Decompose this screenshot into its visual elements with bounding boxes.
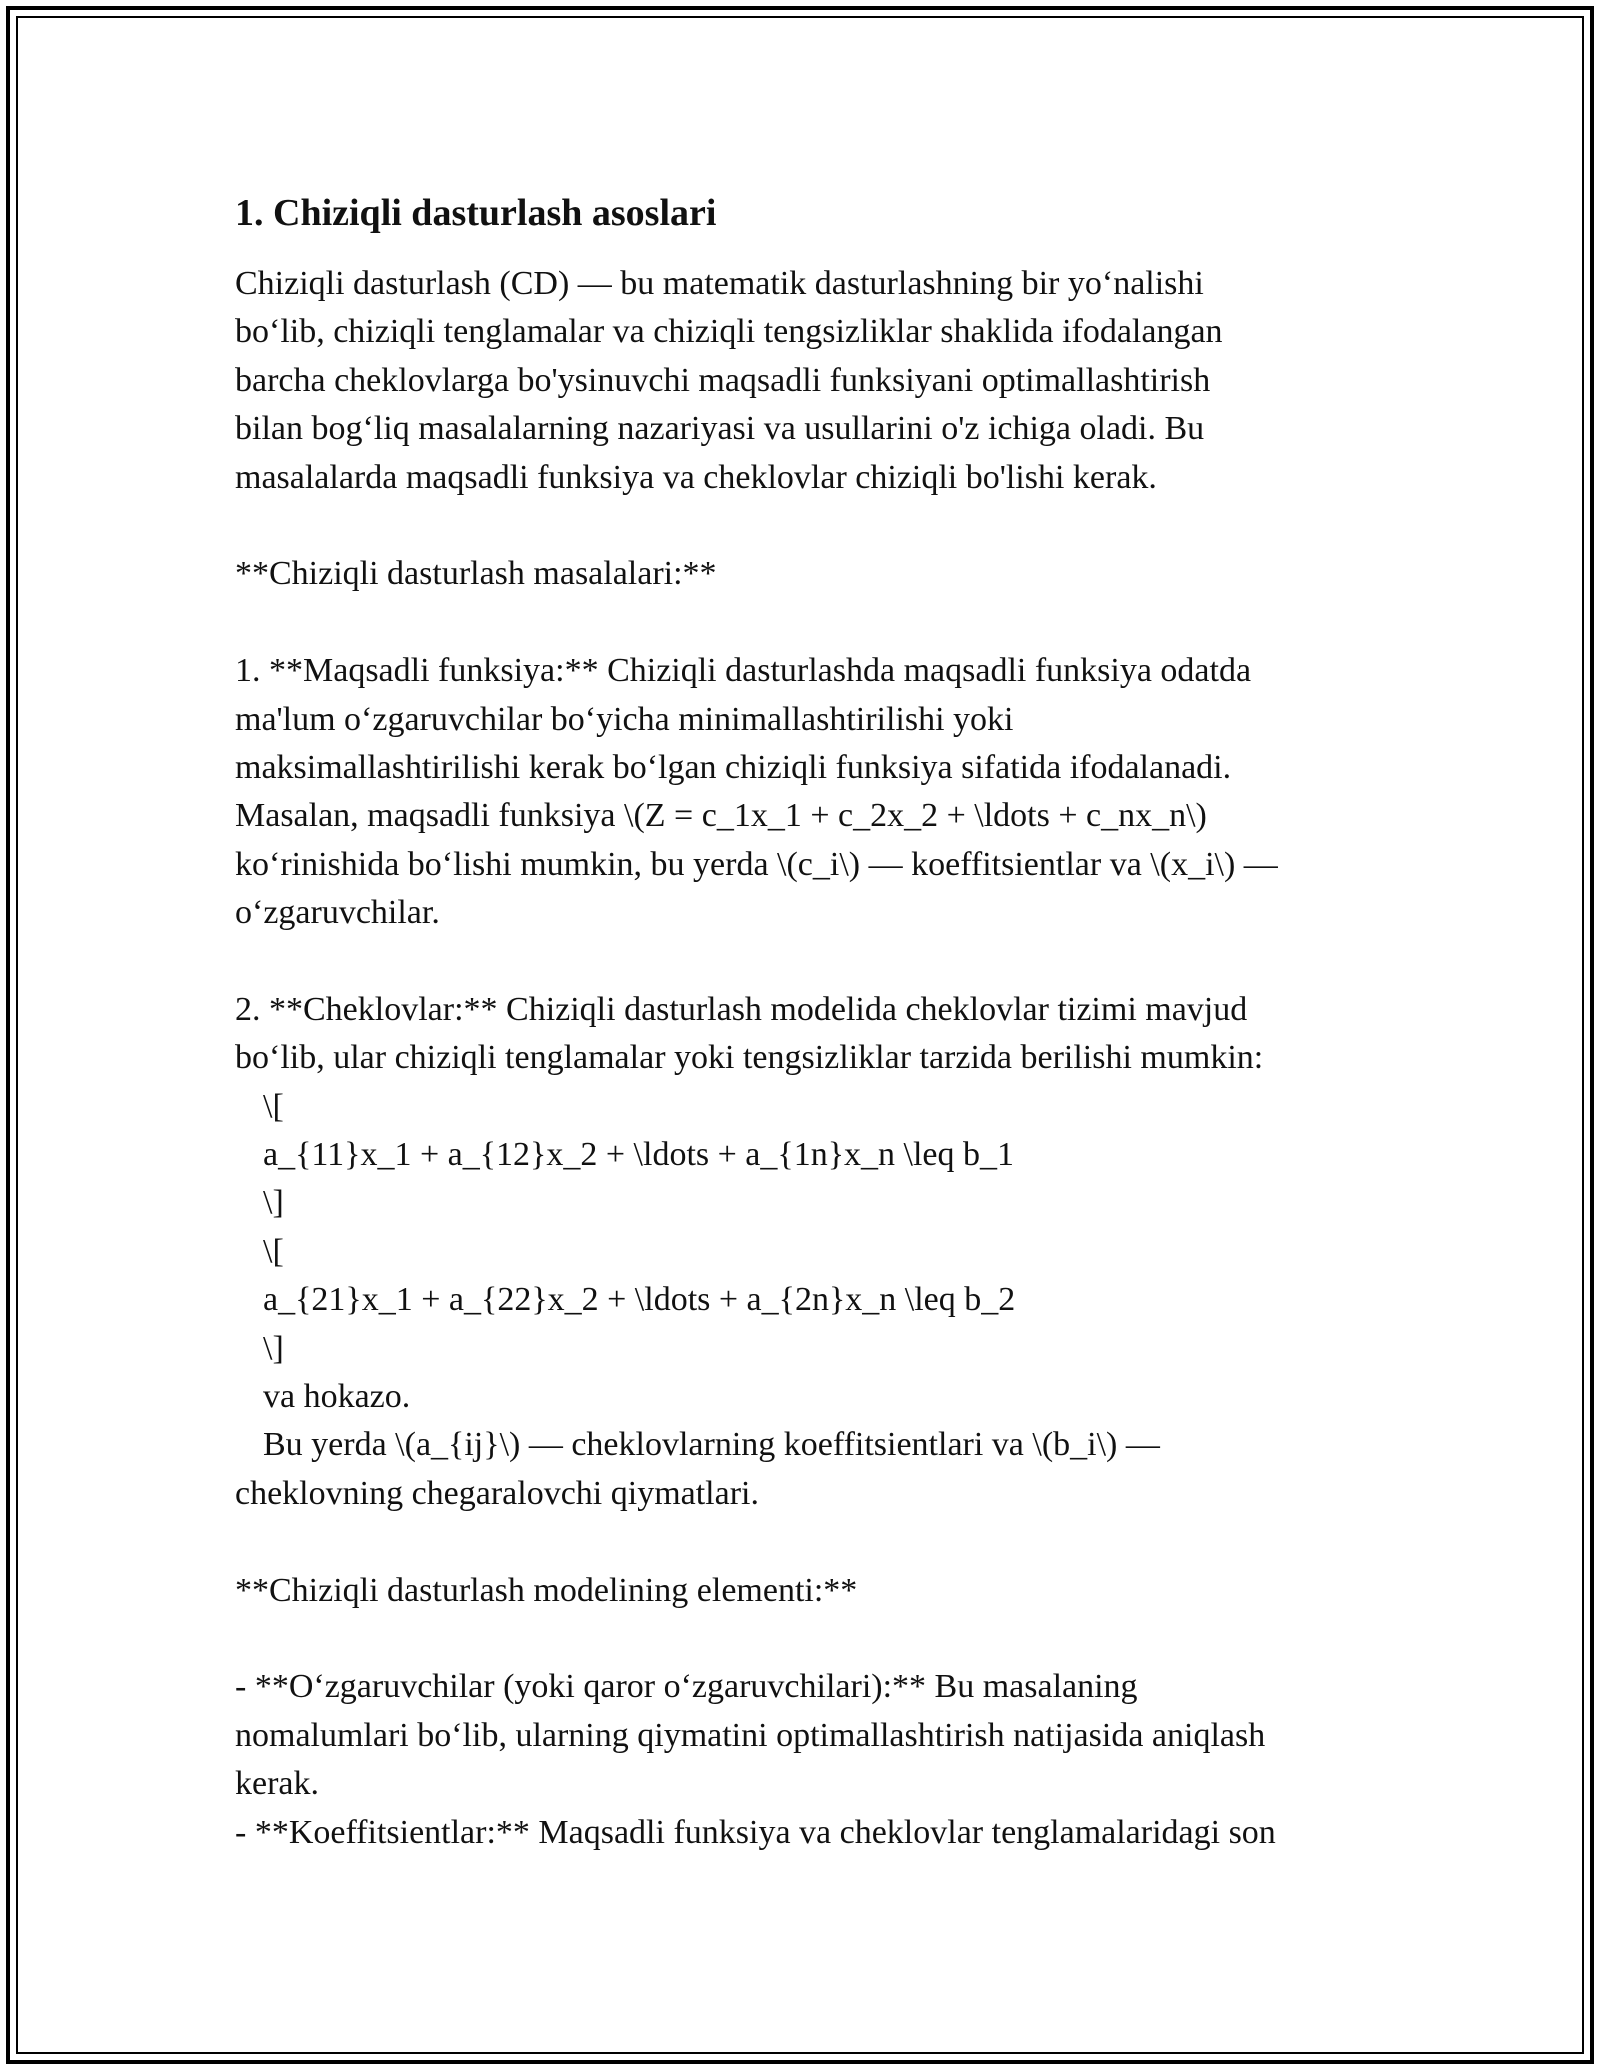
document-body <box>235 186 1385 1857</box>
formula-line: a_{21}x_1 + a_{22}x_2 + \ldots + a_{2n}x_n \leq b_2 <box>263 1281 1016 1319</box>
text-line: ma'lum oʻzgaruvchilar boʻyicha minimallashtirilishi yoki <box>235 700 1014 738</box>
blank-line <box>235 599 1385 647</box>
bullet-list <box>235 1663 1385 1857</box>
text-line: maksimallashtirilishi kerak boʻlgan chiziqli funksiya sifatida ifodalanadi. <box>235 748 1232 786</box>
list-item: - **Koeffitsientlar:** Maqsadli funksiya va cheklovlar tenglamalaridagi son <box>235 1813 1276 1851</box>
text-line: koʻrinishida boʻlishi mumkin, bu yerda \(c_i\) — koeffitsientlar va \(x_i\) — <box>235 845 1278 883</box>
subheading-elements: **Chiziqli dasturlash modelining elementi:** <box>235 1571 858 1609</box>
text-line: Chiziqli dasturlash (CD) — bu matematik dasturlashning bir yoʻnalishi <box>235 265 1204 302</box>
text-line: 1. **Maqsadli funksiya:** Chiziqli dasturlashda maqsadli funksiya odatda <box>235 652 1252 690</box>
section-title: 1. Chiziqli dasturlash asoslari <box>235 192 717 234</box>
formula-line: \[ <box>263 1087 284 1125</box>
text-line: masalalarda maqsadli funksiya va cheklovlar chiziqli bo'lishi kerak. <box>235 458 1157 496</box>
text-line: va hokazo. <box>263 1377 411 1415</box>
text-line: Bu yerda \(a_{ij}\) — cheklovlarning koeffitsientlari va \(b_i\) — <box>263 1426 1160 1464</box>
text-line: boʻlib, ular chiziqli tenglamalar yoki tengsizliklar tarzida berilishi mumkin: <box>235 1039 1264 1077</box>
subheading-problems: **Chiziqli dasturlash masalalari:** <box>235 555 717 593</box>
list-item: nomalumlari boʻlib, ularning qiymatini optimallashtirish natijasida aniqlash <box>235 1716 1266 1754</box>
text-line: boʻlib, chiziqli tenglamalar va chiziqli tengsizliklar shaklida ifodalangan <box>235 313 1223 351</box>
text-line: cheklovning chegaralovchi qiymatlari. <box>235 1474 759 1512</box>
formula-line: \] <box>263 1184 284 1222</box>
list-item-constraints <box>235 986 1385 1518</box>
list-item-objective <box>235 647 1385 937</box>
blank-line <box>235 502 1385 550</box>
text-line: Masalan, maqsadli funksiya \(Z = c_1x_1 + c_2x_2 + \ldots + c_nx_n\) <box>235 797 1207 835</box>
text-line: oʻzgaruvchilar. <box>235 894 440 932</box>
blank-line <box>235 1518 1385 1566</box>
list-item: kerak. <box>235 1765 320 1803</box>
intro-paragraph <box>235 260 1385 502</box>
blank-line <box>235 937 1385 985</box>
formula-line: \[ <box>263 1232 284 1270</box>
blank-line <box>235 1615 1385 1663</box>
formula-line: \] <box>263 1329 284 1367</box>
formula-line: a_{11}x_1 + a_{12}x_2 + \ldots + a_{1n}x_n \leq b_1 <box>263 1136 1015 1174</box>
list-item: - **Oʻzgaruvchilar (yoki qaror oʻzgaruvchilari):** Bu masalaning <box>235 1668 1138 1706</box>
text-line: bilan bogʻliq masalalarning nazariyasi va usullarini o'z ichiga oladi. Bu <box>235 410 1205 448</box>
text-line: 2. **Cheklovlar:** Chiziqli dasturlash modelida cheklovlar tizimi mavjud <box>235 990 1248 1028</box>
text-line: barcha cheklovlarga bo'ysinuvchi maqsadli funksiyani optimallashtirish <box>235 361 1211 399</box>
